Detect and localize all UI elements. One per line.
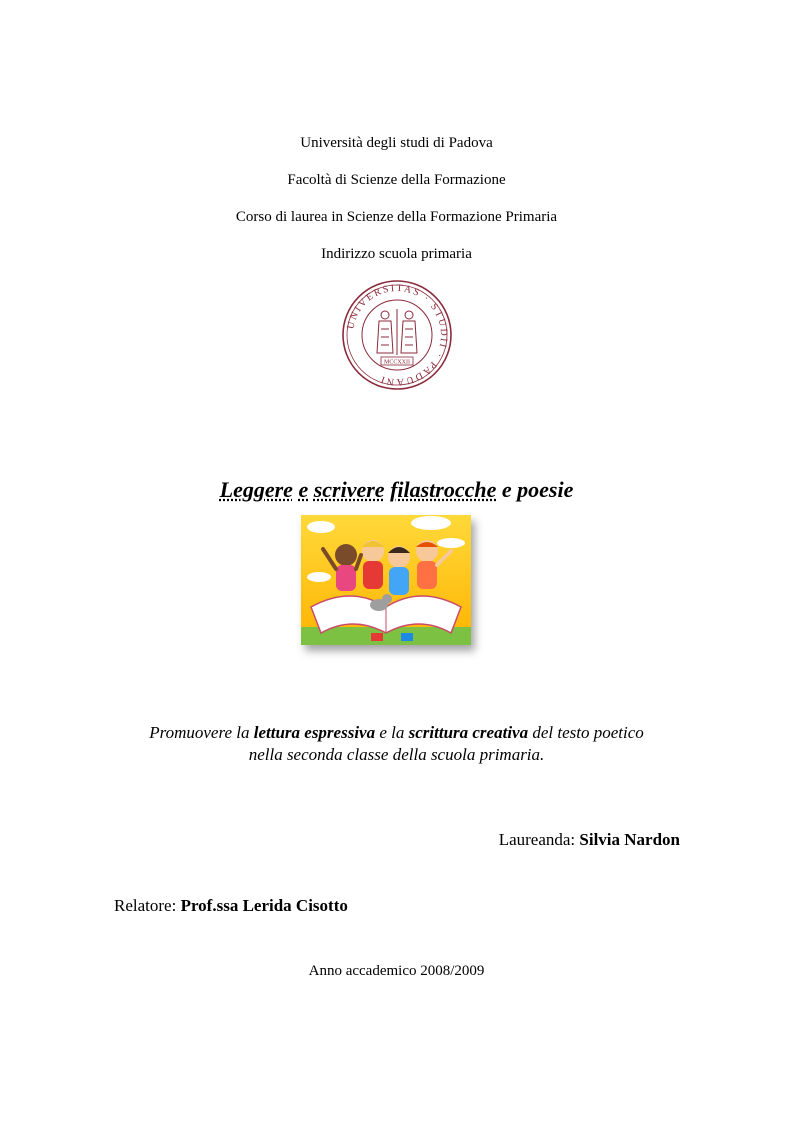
course-name: Corso di laurea in Scienze della Formazione Primaria bbox=[235, 209, 558, 225]
subtitle-line-1 bbox=[0, 722, 793, 744]
relatore-label: Relatore: bbox=[114, 896, 181, 915]
subtitle-bold-scrittura: scrittura creativa bbox=[408, 723, 529, 742]
thesis-title bbox=[0, 476, 793, 504]
title-word-leggere: Leggere bbox=[219, 477, 293, 502]
subtitle-bold-lettura: lettura espressiva bbox=[253, 723, 376, 742]
laureanda-name: Silvia Nardon bbox=[579, 830, 680, 849]
title-rest: e poesie bbox=[501, 477, 574, 502]
academic-year: Anno accademico 2008/2009 bbox=[308, 963, 485, 979]
university-name: Università degli studi di Padova bbox=[300, 135, 493, 151]
university-seal-icon bbox=[341, 279, 453, 391]
subtitle-line-2: nella seconda classe della scuola primaria. bbox=[248, 745, 545, 764]
seal-year: MCCXXII bbox=[383, 359, 411, 366]
laureanda-label: Laureanda: bbox=[498, 830, 580, 849]
title-word-filastrocche: filastrocche bbox=[390, 477, 497, 502]
track-name: Indirizzo scuola primaria bbox=[321, 246, 472, 262]
relatore-line bbox=[114, 895, 348, 917]
subtitle-text-a: Promuovere la bbox=[149, 723, 254, 742]
relatore-name: Prof.ssa Lerida Cisotto bbox=[180, 896, 348, 915]
seal-text: UNIVERSITAS · STUDII · PADUANI bbox=[345, 282, 450, 388]
children-reading-book-illustration bbox=[301, 515, 471, 645]
subtitle-text-e: del testo poetico bbox=[528, 723, 644, 742]
laureanda-line bbox=[499, 829, 680, 851]
title-word-scrivere: scrivere bbox=[313, 477, 385, 502]
title-word-e: e bbox=[298, 477, 309, 502]
subtitle-text-c: e la bbox=[375, 723, 409, 742]
faculty-name: Facoltà di Scienze della Formazione bbox=[287, 172, 506, 188]
